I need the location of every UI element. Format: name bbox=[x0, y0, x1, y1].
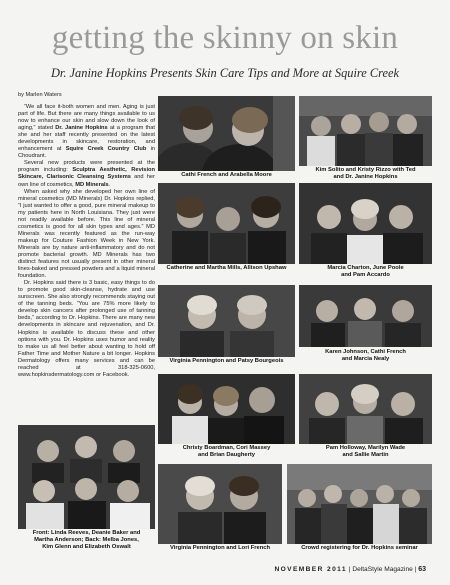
photo-caption: Karen Johnson, Cathi French and Marcia Nealy bbox=[325, 349, 406, 362]
footer-separator: | bbox=[348, 566, 351, 573]
photo-caption: Catherine and Martha Mills, Allison Upshaw bbox=[166, 265, 287, 271]
photo-caption: Virginia Pennington and Patsy Bourgeois bbox=[169, 358, 284, 364]
photo-caption: Kim Solito and Kristy Rizzo with Ted and Dr. Janine Hopkins bbox=[315, 167, 416, 180]
article-paragraph: Several new products were presented at the program including: Sculptra Aesthetic, Revision Skincare, Clarisonic Cleansing Systems and her own line of cosmetics, MD Minerals. bbox=[18, 160, 155, 188]
event-photo bbox=[158, 183, 295, 264]
footer-separator: | bbox=[414, 566, 417, 573]
photo-caption: Marcia Charton, June Poole and Pam Accardo bbox=[327, 265, 404, 278]
subheadline: Dr. Janine Hopkins Presents Skin Care Tips and More at Squire Creek bbox=[50, 66, 400, 80]
photo-caption: Virginia Pennington and Lori French bbox=[169, 545, 271, 551]
photo-caption: Crowd registering for Dr. Hopkins seminar bbox=[301, 545, 418, 551]
article-body bbox=[18, 101, 155, 421]
event-photo bbox=[299, 285, 432, 347]
event-photo bbox=[299, 374, 432, 444]
photo-caption: Christy Boardman, Cori Massey and Brian Daugherty bbox=[182, 445, 271, 458]
event-photo bbox=[158, 374, 295, 444]
photo-caption: Pam Holloway, Marilyn Wade and Sallie Martin bbox=[325, 445, 406, 458]
event-photo bbox=[299, 183, 432, 264]
event-photo bbox=[158, 464, 282, 544]
event-photo bbox=[158, 96, 295, 171]
article-paragraph: “We all face it-both women and men. Aging is just part of life. But there are many things available to us now to enhance our skin and slow down the look of aging,” stated Dr. Janine Hopkins at a program that she and her staff recently presented on the latest developments in skincare, restoration, and enhancement at Squire Creek Country Club in Choudrant. bbox=[18, 104, 155, 160]
event-photo bbox=[299, 96, 432, 166]
byline: by Marlen Waters bbox=[18, 92, 62, 98]
photo-caption: Front: Linda Reeves, Deanie Baker and Martha Anderson; Back: Melba Jones, Kim Glenn and Elizabeth Oswalt bbox=[32, 530, 141, 550]
magazine-name: DeltaStyle Magazine bbox=[352, 566, 413, 573]
event-photo bbox=[287, 464, 432, 544]
photo-caption: Cathi French and Arabella Moore bbox=[181, 172, 272, 178]
page-number: 63 bbox=[418, 566, 426, 573]
page-footer bbox=[274, 566, 426, 573]
event-photo bbox=[18, 425, 155, 529]
headline: getting the skinny on skin bbox=[51, 20, 399, 56]
event-photo bbox=[158, 285, 295, 357]
issue-date: NOVEMBER 2011 bbox=[274, 566, 347, 573]
article-paragraph: Dr. Hopkins said there is 3 basic, easy things to do to promote good skin-cleanse, hydrate and use sunscreen. She also strongly recommends staying out of the tanning beds. “You are 75% more likely to develop skin cancers after prolonged use of tanning beds,” according to Dr. Hopkins. There are many new developments in skincare and rejuvenation, and Dr. Hopkins is available to discuss these and other options with you. Dr. Hopkins uses humor and reality to make us all feel better about wanting to hold off Father Time and Mother Nature a bit longer. Hopkins Dermatology offers many services and can be reached at 318-325-0600, www.hopkinsdermatology.com or Facebook. bbox=[18, 280, 155, 378]
article-paragraph: When asked why she developed her own line of mineral cosmetics (MD Minerals) Dr. Hopkins replied, “I just wanted to offer a good, pure mineral makeup to my patients here in North Louisiana. They just were not readily available before. This line of mineral cosmetics is good for all skin types and ages.” MD Minerals was recently featured as the run-way makeup for Couture Fashion Week in New York. Minerals are by nature anti-inflammatory and do not promote bacterial growth. MD Minerals has two distinct features not usually present in other mineral lines-baked and pressed powders and a liquid mineral foundation. bbox=[18, 188, 155, 280]
